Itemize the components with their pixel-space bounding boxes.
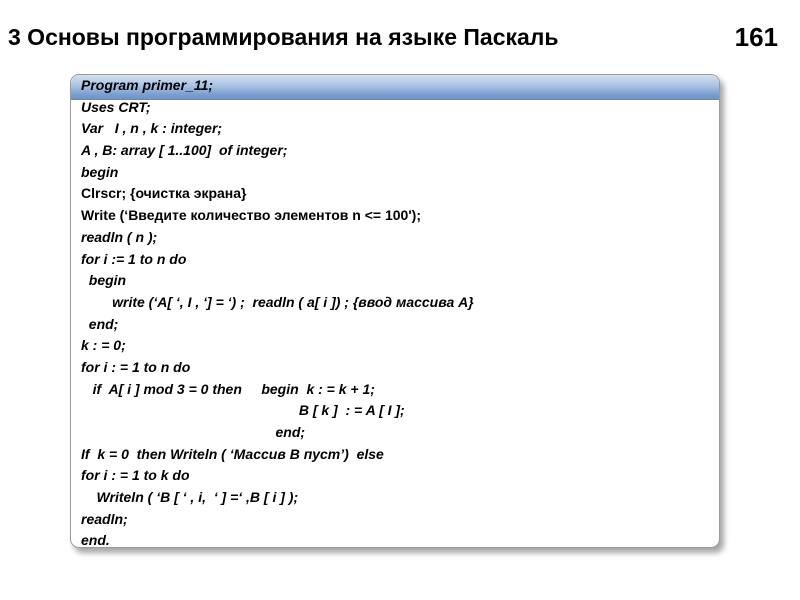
code-panel	[70, 74, 720, 548]
code-line: Program primer_11;	[81, 77, 214, 93]
code-line: for i : = 1 to n do	[81, 358, 191, 375]
code-line: Write (‘Введите количество элементов n <= 100');	[81, 207, 421, 224]
code-line: readln ( n );	[81, 228, 158, 245]
code-line: Clrscr; {очистка экрана}	[81, 185, 247, 202]
code-line: Writeln ( ‘B [ ‘ , i, ‘ ] =‘ ,B [ i ] );	[81, 489, 299, 506]
code-line: readln;	[81, 510, 128, 527]
code-line: end.	[81, 532, 110, 549]
code-line: for i : = 1 to k do	[81, 467, 190, 484]
code-line: if A[ i ] mod 3 = 0 then begin k : = k + 1;	[81, 380, 375, 397]
code-line: write (‘A[ ‘, I , ‘] = ‘) ; readln ( a[ i ]) ; {ввод массива А}	[81, 293, 474, 310]
code-line: begin	[81, 163, 119, 180]
code-line: end;	[81, 424, 306, 440]
page-number: 161	[734, 22, 778, 52]
code-line: If k = 0 then Writeln ( ‘Массив В пуст’) else	[81, 445, 384, 462]
code-line: A , B: array [ 1..100] of integer;	[81, 142, 288, 159]
slide-title: 3 Основы программирования на языке Паскаль	[8, 24, 559, 50]
code-line: Uses CRT;	[81, 98, 151, 115]
code-line: k : = 0;	[81, 337, 126, 354]
code-listing	[81, 75, 709, 552]
code-line: Var I , n , k : integer;	[81, 120, 223, 137]
code-line: end;	[81, 315, 119, 332]
code-line: B [ k ] : = A [ I ];	[81, 402, 405, 419]
code-line: begin	[81, 272, 127, 289]
code-line: for i := 1 to n do	[81, 250, 187, 267]
